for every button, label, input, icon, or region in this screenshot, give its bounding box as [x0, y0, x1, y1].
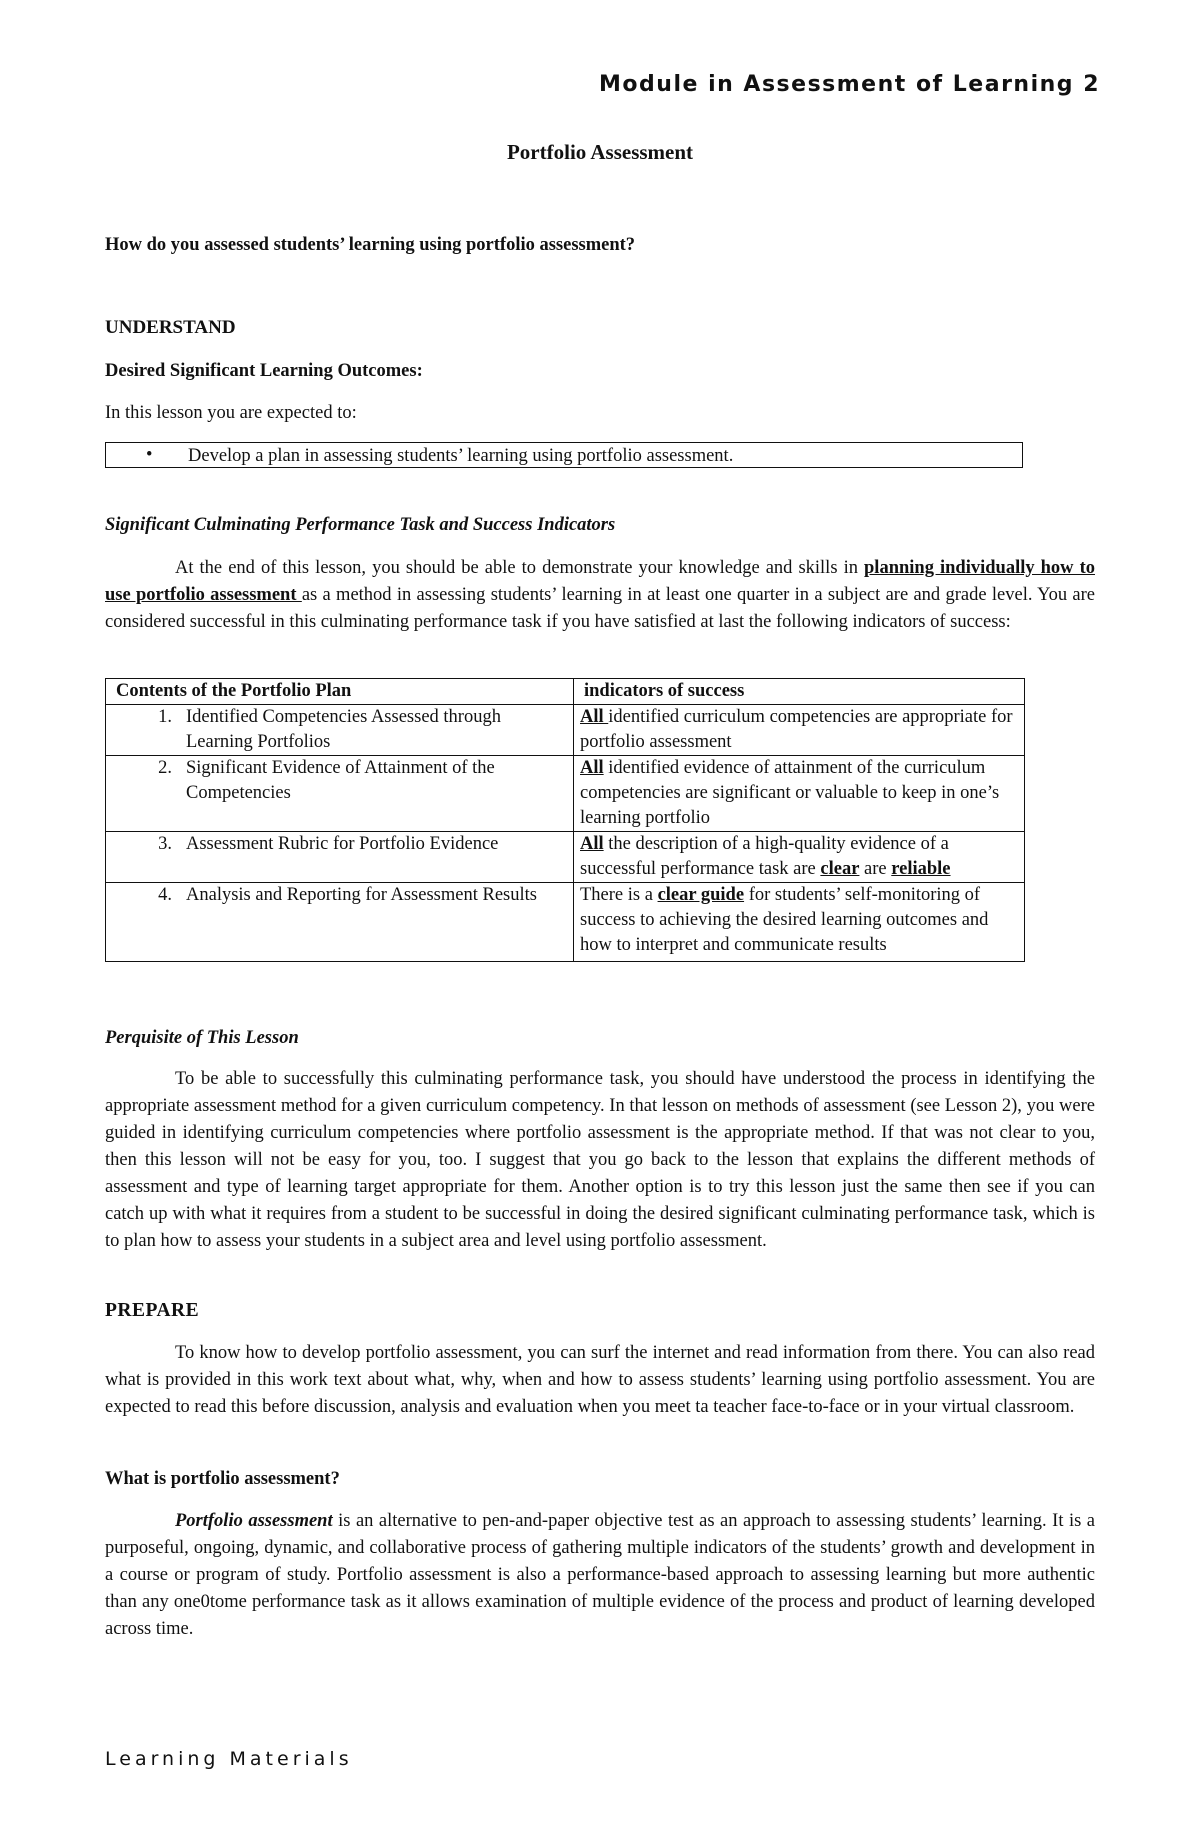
task-heading: Significant Culminating Performance Task and Success Indicators	[105, 515, 616, 535]
learning-outcome-box	[105, 442, 1023, 468]
table-row: 2. Significant Evidence of Attainment of the Competencies All identified evidence of attainment of the curriculum competencies are significant or valuable to keep in one’s learning portfolio	[106, 756, 1025, 832]
portfolio-plan-table	[105, 678, 1025, 962]
table-row: 1. Identified Competencies Assessed through Learning Portfolios All identified curriculum competencies are appropriate for portfolio assessment	[106, 705, 1025, 756]
table-row: 4. Analysis and Reporting for Assessment Results There is a clear guide for students’ self-monitoring of success to achieving the desired learning outcomes and how to interpret and communicate results	[106, 883, 1025, 962]
expected-text: In this lesson you are expected to:	[105, 403, 357, 423]
prepare-heading: PREPARE	[105, 1300, 200, 1321]
guide-question: How do you assessed students’ learning using portfolio assessment?	[105, 235, 636, 255]
outcomes-heading: Desired Significant Learning Outcomes:	[105, 361, 423, 381]
table-header-row	[106, 679, 1025, 705]
task-text-after: as a method in assessing students’ learning in at least one quarter in a subject are and grade level. You are considered successful in this culminating performance task if you have satisfied at last the following indicators of success:	[105, 585, 1095, 632]
module-header: Module in Assessment of Learning 2	[599, 72, 1100, 97]
what-term: Portfolio assessment	[175, 1511, 333, 1531]
task-text-before: At the end of this lesson, you should be able to demonstrate your knowledge and skills in	[175, 558, 865, 578]
what-paragraph: Portfolio assessment is an alternative to pen-and-paper objective test as an approach to assessing students’ learning. It is a purposeful, ongoing, dynamic, and collaborative process of gathering multiple indicators of the students’ growth and development in a course or program of study. Portfolio assessment is also a performance-based approach to assessing learning but more authentic than any one0tome performance task as it allows examination of multiple evidence of the process and product of learning developed across time.	[105, 1511, 1096, 1639]
prereq-paragraph: To be able to successfully this culminating performance task, you should have understood the process in identifying the appropriate assessment method for a given curriculum competency. In that lesson on methods of assessment (see Lesson 2), you were guided in identifying curriculum competencies where portfolio assessment is the appropriate method. If that was not clear to you, then this lesson will not be easy for you, too. I suggest that you go back to the lesson that explains the different methods of assessment and type of learning target appropriate for them. Another option is to try this lesson just the same then see if you can catch up with what it requires from a student to be successful in doing the desired significant culminating performance task, which is to plan how to assess your students in a subject area and level using portfolio assessment.	[105, 1069, 1095, 1251]
prepare-paragraph: To know how to develop portfolio assessment, you can surf the internet and read information from there. You can also read what is provided in this work text about what, why, when and how to assess students’ learning using portfolio assessment. You are expected to read this before discussion, analysis and evaluation when you meet ta teacher face-to-face or in your virtual classroom.	[105, 1343, 1095, 1417]
table-row: 3. Assessment Rubric for Portfolio Evidence All the description of a high-quality evidence of a successful performance task are clear are reliable	[106, 832, 1025, 883]
table-header-contents: Contents of the Portfolio Plan	[106, 679, 574, 705]
learning-outcome: Develop a plan in assessing students’ learning using portfolio assessment.	[188, 446, 734, 466]
prereq-heading: Perquisite of This Lesson	[105, 1028, 299, 1048]
task-text-emphasis: planning individually how to use portfolio assessment	[105, 558, 1095, 605]
what-heading: What is portfolio assessment?	[105, 1469, 340, 1489]
footer-label: Learning Materials	[105, 1748, 353, 1770]
task-paragraph	[105, 555, 1095, 636]
bullet-icon: •	[146, 445, 153, 465]
understand-heading: UNDERSTAND	[105, 317, 236, 338]
page-title: Portfolio Assessment	[506, 140, 694, 164]
table-header-indicators: indicators of success	[574, 679, 1025, 705]
